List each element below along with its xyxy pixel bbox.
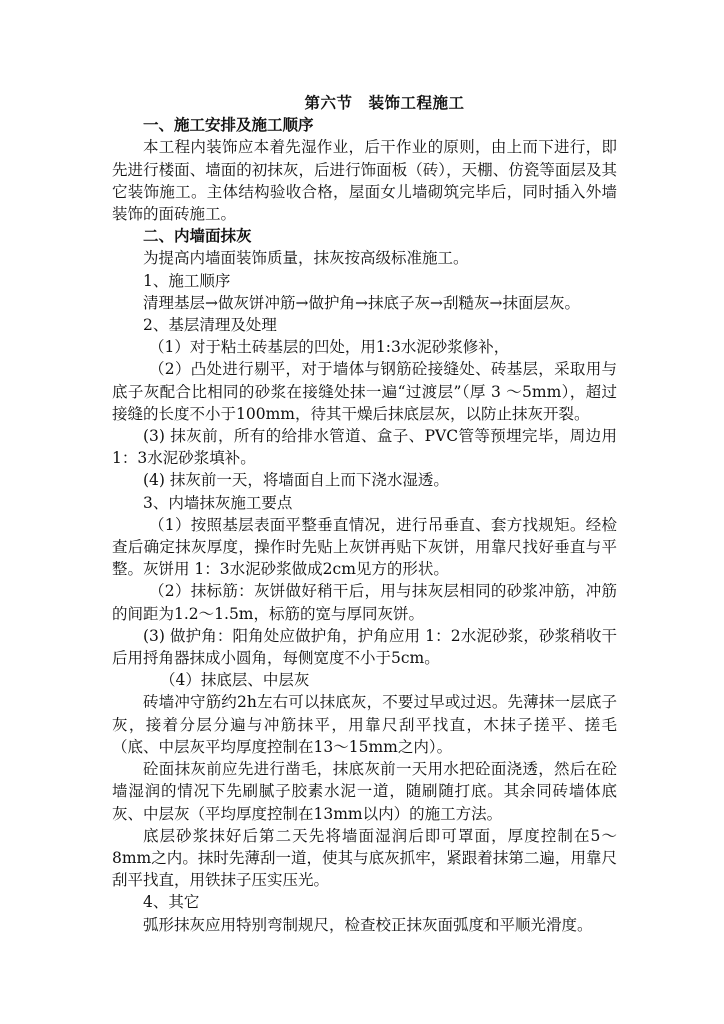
- item-base-1: （1）对于粘土砖基层的凹处，用1:3水泥砂浆修补，: [149, 338, 510, 357]
- paragraph-construction-order: 本工程内装饰应本着先湿作业，后干作业的原则，由上而下进行，即先进行楼面、墙面的初抹灰，后进行饰面板（砖），天棚、仿瓷等面层及其它装饰施工。主体结构验收合格，屋面女儿墙砌筑完毕后，同时插入外墙装饰的面砖施工。: [112, 138, 617, 224]
- heading-interior-plaster: 二、内墙面抹灰: [143, 226, 252, 246]
- item-key-1: （1）按照基层表面平整垂直情况，进行吊垂直、套方找规矩。经检查后确定抹灰厚度，操作时先贴上灰饼再贴下灰饼，用靠尺找好垂直与平整。灰饼用 1：3水泥砂浆做成2cm见方的形状。: [112, 515, 617, 579]
- item-base-2: （2）凸处进行剔平，对于墙体与钢筋砼接缝处、砖基层，采取用与底子灰配合比相同的砂浆在接缝处抹一遍“过渡层”（厚 3 ～5mm），超过接缝的长度不小于100mm，待其干燥后抹底层灰，以防止抹灰开裂。: [112, 360, 617, 423]
- paragraph-brick-wall: 砖墙冲守筋约2h左右可以抹底灰，不要过早或过迟。先薄抹一层底子灰，接着分层分遍与冲筋抹平，用靠尺刮平找直，木抹子搓平、搓毛（底、中层灰平均厚度控制在13～15mm之内）。: [112, 693, 617, 756]
- paragraph-finish-coat: 底层砂浆抹好后第二天先将墙面湿润后即可罩面，厚度控制在5～8mm之内。抹时先薄刮一道，使其与底灰抓牢，紧跟着抹第二遍，用靠尺刮平找直，用铁抹子压实压光。: [112, 826, 617, 890]
- item-key-4: （4）抹底层、中层灰: [160, 671, 310, 690]
- item-base-3: (3) 抹灰前，所有的给排水管道、盒子、PVC管等预埋完毕，周边用 1：3水泥砂浆填补。: [112, 427, 617, 468]
- paragraph-concrete-wall: 砼面抹灰前应先进行凿毛，抹底灰前一天用水把砼面浇透，然后在砼墙湿润的情况下先刷腻子胶素水泥一道，随刷随打底。其余同砖墙体底灰、中层灰（平均厚度控制在13mm以内）的施工方法。: [112, 760, 617, 823]
- item-key-2: （2）抹标筋：灰饼做好稍干后，用与抹灰层相同的砂浆冲筋，冲筋的间距为1.2～1.5m，标筋的宽与厚同灰饼。: [112, 582, 617, 623]
- subheading-base-cleaning: 2、基层清理及处理: [143, 316, 277, 335]
- section-title: 第六节 装饰工程施工: [304, 93, 465, 112]
- item-key-3: (3) 做护角：阳角处应做护角，护角应用 1：2水泥砂浆，砂浆稍收干后用捋角器抹成小圆角，每侧宽度不小于5cm。: [112, 626, 617, 668]
- paragraph-other: 弧形抹灰应用特别弯制规尺，检查校正抹灰面弧度和平顺光滑度。: [143, 915, 593, 934]
- subheading-other: 4、其它: [143, 893, 200, 912]
- paragraph-sequence: 清理基层→做灰饼冲筋→做护角→抹底子灰→刮糙灰→抹面层灰。: [143, 293, 580, 312]
- subheading-sequence: 1、施工顺序: [143, 271, 231, 290]
- item-base-4: (4) 抹灰前一天，将墙面自上而下浇水湿透。: [143, 471, 449, 490]
- heading-construction-order: 一、施工安排及施工顺序: [143, 115, 314, 135]
- paragraph-plaster-intro: 为提高内墙面装饰质量，抹灰按高级标准施工。: [143, 249, 469, 268]
- subheading-key-points: 3、内墙抹灰施工要点: [143, 493, 293, 512]
- document-page: [112, 92, 617, 936]
